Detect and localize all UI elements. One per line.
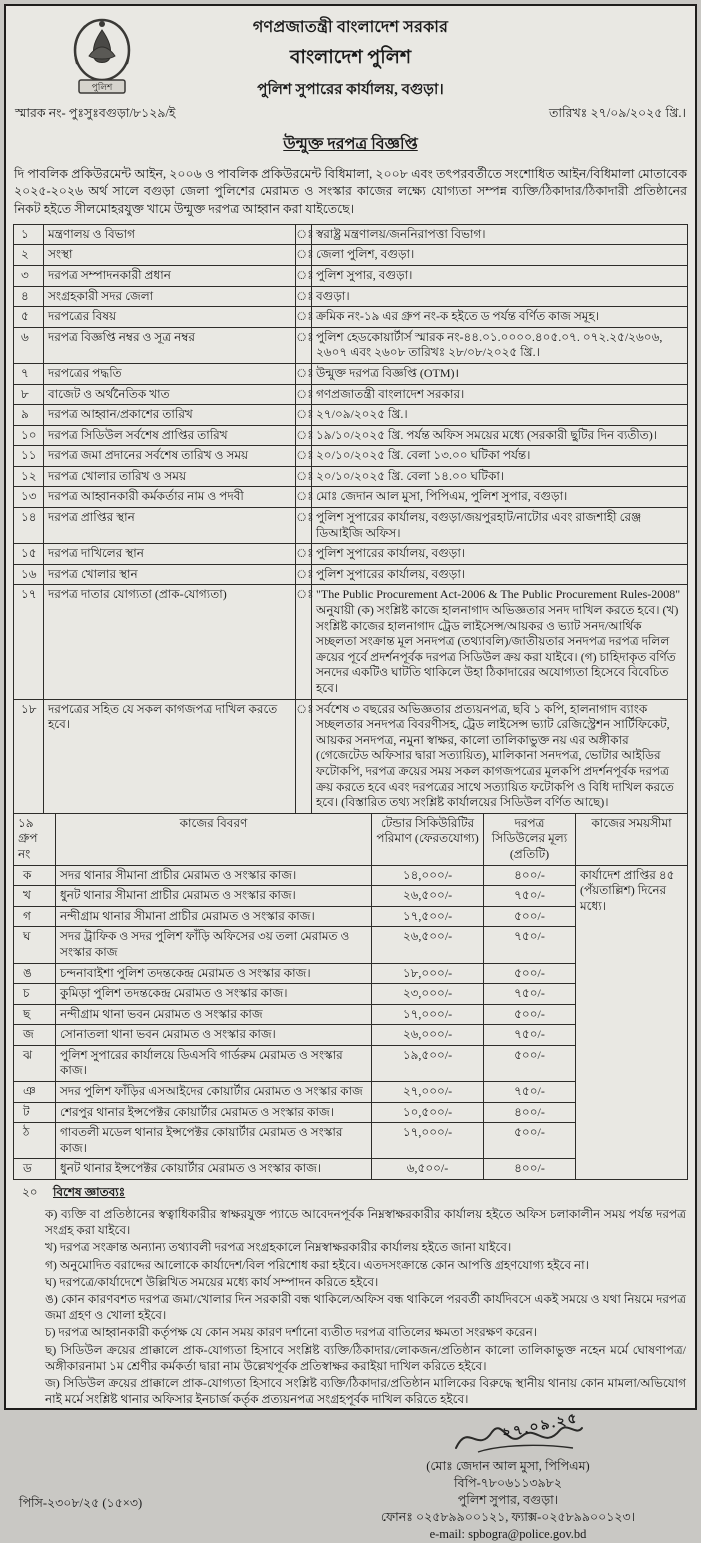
colon-separator: ঃ (296, 307, 312, 328)
intro-paragraph: দি পাবলিক প্রকিউরমেন্ট আইন, ২০০৬ ও পাবলিক প্রকিউরমেন্ট বিধিমালা, ২০০৮ এবং তৎপরবর্তীতে সংশোধিত আইন/বিধিমালা মোতাবেক ২০২৫-২০২৬ অর্থ সালে বগুড়া জেলা পুলিশের মেরামত ও সংস্কার কাজের লক্ষ্যে যোগ্যতা সম্পন্ন ব্যক্তি/ঠিকাদার/ঠিকাদারী প্রতিষ্ঠানের নিকট হইতে সীলমোহরযুক্ত খামে উন্মুক্ত দরপত্র আহ্বান করা যাইতেছে। (14, 166, 687, 218)
group-row (14, 865, 688, 886)
row-serial: ৩ (14, 265, 44, 286)
colon-separator: ঃ (296, 544, 312, 565)
row-label: দরপত্র খোলার স্থান (44, 564, 296, 585)
note-item: ঘ) দরপত্রে/কার্যাদেশে উল্লিখিত সময়ের মধ্যে কার্য সম্পাদন করিতে হইবে। (45, 1274, 686, 1290)
info-row (14, 245, 688, 266)
row-value: ১৯/১০/২০২৫ খ্রি. পর্যন্ত অফিস সময়ের মধ্যে (সরকারী ছুটির দিন ব্যতীত)। (312, 425, 688, 446)
row-value: বগুড়া। (312, 286, 688, 307)
group-header-row (14, 813, 688, 865)
work-description: সদর থানার সীমানা প্রাচীর মেরামত ও সংস্কার কাজ। (56, 865, 372, 886)
tender-security-amount: ২৬,৫০০/- (372, 886, 484, 907)
colon-separator: ঃ (296, 405, 312, 426)
row-serial: ১৮ (14, 699, 44, 813)
tender-security-amount: ২৭,০০০/- (372, 1082, 484, 1103)
row-serial: ২ (14, 245, 44, 266)
schedule-price: ৫০০/- (484, 906, 576, 927)
colon-separator: ঃ (296, 286, 312, 307)
row-value: পুলিশ হেডকোয়ার্টার্স স্মারক নং-৪৪.০১.০০০০.৪০৫.০৭. ০৭২.২৫/২৬০৬, ২৬০৭ এবং ২৬০৮ তারিখঃ ২৮/০৮/২০২৫ খ্রি.। (312, 327, 688, 363)
info-row (14, 699, 688, 813)
document-footer (13, 1414, 688, 1542)
note-item: চ) দরপত্র আহ্বানকারী কর্তৃপক্ষ যে কোন সময় কারণ দর্শানো ব্যতীত দরপত্র বাতিলের ক্ষমতা সংরক্ষণ করেন। (45, 1324, 686, 1340)
row-label: দরপত্র সিডিউল সর্বশেষ প্রাপ্তির তারিখ (44, 425, 296, 446)
schedule-price: ৭৫০/- (484, 984, 576, 1005)
info-row (14, 487, 688, 508)
row-label: দরপত্র সম্পাদনকারী প্রধান (44, 265, 296, 286)
row-serial: ১০ (14, 425, 44, 446)
group-letter: ঘ (14, 927, 56, 963)
info-row (14, 564, 688, 585)
work-description: চন্দনাবাইশা পুলিশ তদন্তকেন্দ্র মেরামত ও সংস্কার কাজ। (56, 963, 372, 984)
group-letter: ড (14, 1159, 56, 1180)
tender-security-amount: ২৩,০০০/- (372, 984, 484, 1005)
row-value: পুলিশ সুপারের কার্যালয়, বগুড়া। (312, 564, 688, 585)
group-letter: গ (14, 906, 56, 927)
col-work-deadline-header: কাজের সময়সীমা (576, 813, 688, 865)
signature-block (358, 1414, 658, 1542)
row-serial: ৪ (14, 286, 44, 307)
row-serial: ১৬ (14, 564, 44, 585)
tender-notice-document (4, 4, 697, 1410)
schedule-price: ৪০০/- (484, 1159, 576, 1180)
schedule-price: ৭৫০/- (484, 886, 576, 907)
colon-separator: ঃ (296, 508, 312, 544)
work-description: নন্দীগ্রাম থানা ভবন মেরামত ও সংস্কার কাজ (56, 1004, 372, 1025)
work-description: কুমিড়া পুলিশ তদন্তকেন্দ্র মেরামত ও সংস্কার কাজ। (56, 984, 372, 1005)
row-value: মোঃ জেদান আল মুসা, পিপিএম, পুলিশ সুপার, বগুড়া। (312, 487, 688, 508)
work-description: সদর ট্রাফিক ও সদর পুলিশ ফাঁড়ি অফিসের ৩য় তলা মেরামত ও সংস্কার কাজ (56, 927, 372, 963)
row-label: দরপত্র আহ্বানকারী কর্মকর্তার নাম ও পদবী (44, 487, 296, 508)
note-item: খ) দরপত্র সংক্রান্ত অন্যান্য তথ্যাবলী দরপত্র সংগ্রহকালে নিম্নস্বাক্ষরকারীর কার্যালয় হইতে জানা যাইবে। (45, 1239, 686, 1255)
tender-security-amount: ২৬,৫০০/- (372, 927, 484, 963)
tender-security-amount: ১৯,৫০০/- (372, 1045, 484, 1081)
note-item: জ) সিডিউল ক্রয়ের প্রাক্কালে প্রাক-যোগ্যতা হিসাবে সংশ্লিষ্ট ব্যক্তি/ঠিকাদার/প্রতিষ্ঠান মালিকের বিরুদ্ধে স্থানীয় থানায় কোন মামলা/অভিযোগ নাই মর্মে সংশ্লিষ্ট থানার অফিসার ইনচার্জ কর্তৃক প্রত্যয়নপত্র সংগ্রহপূর্বক দাখিল করিতে হইবে। (45, 1375, 686, 1407)
group-letter: খ (14, 886, 56, 907)
work-description: ধুনট থানার ইন্সপেক্টর কোয়ার্টার মেরামত ও সংস্কার কাজ। (56, 1159, 372, 1180)
work-description: সদর পুলিশ ফাঁড়ির এসআইদের কোয়ার্টার মেরামত ও সংস্কার কাজ (56, 1082, 372, 1103)
row-value: "The Public Procurement Act-2006 & The Public Procurement Rules-2008" অনুযায়ী (ক) সংশ্লিষ্ট কাজে হালনাগাদ অভিজ্ঞতার সনদ দাখিল করতে হবে। (খ) সংশ্লিষ্ট কাজের হালনাগাদ ট্রেড লাইসেন্স/আয়কর ও ভ্যাট সনদ/আর্থিক সচ্ছলতা সংক্রান্ত মূল সনদপত্র (তথ্যাবলি)/জাতীয়তার সনদপত্র দরপত্র দলিল ক্রয়ের পূর্বে প্রদর্শনপূর্বক দরপত্র সিডিউল ক্রয় করা যাইবে। (গ) চাহিদাকৃত বর্ণিত সনদের একটিও ঘাটতি থাকিলে উহা ঠিকাদারের অযোগ্যতা হিসেবে বিবেচিত হবে। (312, 585, 688, 699)
row-serial: ১৩ (14, 487, 44, 508)
group-letter: ঠ (14, 1123, 56, 1159)
group-letter: ক (14, 865, 56, 886)
colon-separator: ঃ (296, 487, 312, 508)
info-row (14, 327, 688, 363)
row-value: উন্মুক্ত দরপত্র বিজ্ঞপ্তি (OTM)। (312, 363, 688, 384)
tender-security-amount: ১০,৫০০/- (372, 1102, 484, 1123)
group-letter: ছ (14, 1004, 56, 1025)
group-letter: ট (14, 1102, 56, 1123)
notes-title: বিশেষ জ্ঞাতব্যঃ (53, 1184, 686, 1204)
col-work-description-header: কাজের বিবরণ (56, 813, 372, 865)
col-tender-security-header: টেন্ডার সিকিউরিটির পরিমাণ (ফেরতযোগ্য) (372, 813, 484, 865)
row-serial: ৯ (14, 405, 44, 426)
press-copy-note: পিসি-২৩০৮/২৫ (১৫×৩) (19, 1495, 142, 1515)
memo-number: স্মারক নং- পুঃসুঃবগুড়া/৮১২৯/ই (15, 105, 175, 125)
row-label: দরপত্র আহ্বান/প্রকাশের তারিখ (44, 405, 296, 426)
row-serial: ১৪ (14, 508, 44, 544)
row-label: বাজেট ও অর্থনৈতিক খাত (44, 384, 296, 405)
info-row (14, 508, 688, 544)
government-title: গণপ্রজাতন্ত্রী বাংলাদেশ সরকার (13, 14, 688, 41)
document-header (13, 12, 688, 103)
group-no-label: গ্রুপ নং (18, 831, 51, 862)
group-letter: ঞ (14, 1082, 56, 1103)
row-value: ক্রমিক নং-১৯ এর গ্রুপ নং-ক হইতে ড পর্যন্ত বর্ণিত কাজ সমূহ। (312, 307, 688, 328)
group-letter: চ (14, 984, 56, 1005)
row-label: দরপত্র দাতার যোগ্যতা (প্রাক-যোগ্যতা) (44, 585, 296, 699)
row-label: দরপত্র খোলার তারিখ ও সময় (44, 466, 296, 487)
work-description: ধুনট থানার সীমানা প্রাচীর মেরামত ও সংস্কার কাজ। (56, 886, 372, 907)
row-serial: ৮ (14, 384, 44, 405)
row-value: জেলা পুলিশ, বগুড়া। (312, 245, 688, 266)
section-serial: ১৯ (18, 816, 51, 832)
contact-email: e-mail: spbogra@police.gov.bd (358, 1526, 658, 1543)
schedule-price: ৫০০/- (484, 963, 576, 984)
schedule-price: ৫০০/- (484, 1004, 576, 1025)
info-row (14, 307, 688, 328)
colon-separator: ঃ (296, 699, 312, 813)
row-label: সংস্থা (44, 245, 296, 266)
schedule-price: ৭৫০/- (484, 1025, 576, 1046)
row-serial: ১৭ (14, 585, 44, 699)
row-value: স্বরাষ্ট্র মন্ত্রণালয়/জননিরাপত্তা বিভাগ। (312, 224, 688, 245)
office-title: পুলিশ সুপারের কার্যালয়, বগুড়া। (13, 78, 688, 103)
info-row (14, 585, 688, 699)
info-row (14, 363, 688, 384)
colon-separator: ঃ (296, 466, 312, 487)
row-label: দরপত্রের সহিত যে সকল কাগজপত্র দাখিল করতে হবে। (44, 699, 296, 813)
row-label: দরপত্রের বিষয় (44, 307, 296, 328)
group-letter: ঝ (14, 1045, 56, 1081)
work-description: পুলিশ সুপারের কার্যালয়ে ডিএসবি গার্ডরুম মেরামত ও সংস্কার কাজ। (56, 1045, 372, 1081)
col-schedule-price-header: দরপত্র সিডিউলের মূল্য (প্রতিটি) (484, 813, 576, 865)
notice-title: উন্মুক্ত দরপত্র বিজ্ঞপ্তি (13, 131, 688, 158)
schedule-price: ৫০০/- (484, 1045, 576, 1081)
info-row (14, 286, 688, 307)
row-serial: ১১ (14, 446, 44, 467)
row-value: গণপ্রজাতন্ত্রী বাংলাদেশ সরকার। (312, 384, 688, 405)
row-label: দরপত্র বিজ্ঞপ্তি নম্বর ও সূত্র নম্বর (44, 327, 296, 363)
colon-separator: ঃ (296, 446, 312, 467)
row-serial: ৭ (14, 363, 44, 384)
work-description: শেরপুর থানার ইন্সপেক্টর কোয়ার্টার মেরামত ও সংস্কার কাজ। (56, 1102, 372, 1123)
note-item: ঙ) কোন কারণবশত দরপত্র জমা/খোলার দিন সরকারী বন্ধ থাকিলে/অফিস বন্ধ থাকিলে পরবর্তী কার্যদিবসে একই সময়ে ও যথা নিয়মে দরপত্র জমা গ্রহণ ও খোলা হইবে। (45, 1291, 686, 1323)
row-value: ২০/১০/২০২৫ খ্রি. বেলা ১৩.০০ ঘটিকা পর্যন্ত। (312, 446, 688, 467)
colon-separator: ঃ (296, 245, 312, 266)
note-item: ছ) সিডিউল ক্রয়ের প্রাক্কালে প্রাক-যোগ্যতা হিসাবে সংশ্লিষ্ট ব্যক্তি/ঠিকাদার/লোকজন/প্রতিষ্ঠান কালো তালিকাভুক্ত নহেন মর্মে ঘোষণাপত্র/অঙ্গীকারনামা ১ম শ্রেণীর কর্মকর্তা দ্বারা নাম উল্লেখপূর্বক প্রতিস্বাক্ষর করাইয়া দাখিল করিতে হইবে। (45, 1342, 686, 1374)
row-value: পুলিশ সুপারের কার্যালয়, বগুড়া/জয়পুরহাট/নাটোর এবং রাজশাহী রেঞ্জ ডিআইজি অফিস। (312, 508, 688, 544)
row-serial: ১৫ (14, 544, 44, 565)
row-serial: ৫ (14, 307, 44, 328)
row-serial: ১ (14, 224, 44, 245)
colon-separator: ঃ (296, 224, 312, 245)
tender-security-amount: ১৪,০০০/- (372, 865, 484, 886)
work-description: গাবতলী মডেল থানার ইন্সপেক্টর কোয়ার্টার মেরামত ও সংস্কার কাজ। (56, 1123, 372, 1159)
tender-security-amount: ১৮,০০০/- (372, 963, 484, 984)
schedule-price: ৪০০/- (484, 865, 576, 886)
row-serial: ৬ (14, 327, 44, 363)
notice-date: তারিখঃ ২৭/০৯/২০২৫ খ্রি.। (549, 105, 686, 125)
bangladesh-police-emblem-icon (65, 14, 139, 100)
schedule-price: ৫০০/- (484, 1123, 576, 1159)
organization-title: বাংলাদেশ পুলিশ (13, 43, 688, 75)
row-label: দরপত্রের পদ্ধতি (44, 363, 296, 384)
group-letter: ঙ (14, 963, 56, 984)
row-value: ২০/১০/২০২৫ খ্রি. বেলা ১৪.০০ ঘটিকা। (312, 466, 688, 487)
note-item: গ) অনুমোদিত বরাদ্দের আলোকে কার্যাদেশ/বিল পরিশোধ করা হইবে। এতদসংক্রান্তে কোন আপত্তি গ্রহণযোগ্য হইবে না। (45, 1257, 686, 1273)
tender-security-amount: ১৭,৫০০/- (372, 906, 484, 927)
group-letter: জ (14, 1025, 56, 1046)
info-row (14, 405, 688, 426)
colon-separator: ঃ (296, 384, 312, 405)
info-row (14, 466, 688, 487)
row-serial: ১২ (14, 466, 44, 487)
work-description: সোনাতলা থানা ভবন মেরামত ও সংস্কার কাজ। (56, 1025, 372, 1046)
tender-security-amount: ২৬,০০০/- (372, 1025, 484, 1046)
work-groups-table (13, 813, 688, 1180)
colon-separator: ঃ (296, 363, 312, 384)
row-value: পুলিশ সুপারের কার্যালয়, বগুড়া। (312, 544, 688, 565)
row-label: দরপত্র দাখিলের স্থান (44, 544, 296, 565)
info-row (14, 384, 688, 405)
work-deadline: কার্যাদেশ প্রাপ্তির ৪৫ (পঁয়তাল্লিশ) দিনের মধ্যে। (576, 865, 688, 1180)
special-notes-section (13, 1180, 688, 1410)
row-label: দরপত্র প্রাপ্তির স্থান (44, 508, 296, 544)
notes-serial: ২০ (15, 1184, 45, 1408)
memo-line (13, 105, 688, 125)
colon-separator: ঃ (296, 265, 312, 286)
schedule-price: ৭৫০/- (484, 927, 576, 963)
schedule-price: ৪০০/- (484, 1102, 576, 1123)
info-row (14, 224, 688, 245)
info-row (14, 265, 688, 286)
tender-security-amount: ১৭,০০০/- (372, 1123, 484, 1159)
colon-separator: ঃ (296, 425, 312, 446)
note-item: ক) ব্যক্তি বা প্রতিষ্ঠানের স্বত্বাধিকারীর স্বাক্ষরযুক্ত প্যাডে আবেদনপূর্বক নিম্নস্বাক্ষরকারীর কার্যালয় হইতে অফিস চলাকালীন সময় পর্যন্ত দরপত্র সংগ্রহ করা যাইবে। (45, 1206, 686, 1238)
colon-separator: ঃ (296, 585, 312, 699)
signature-date: ২৭.০৯.২৫ (501, 1410, 581, 1445)
row-value: সর্বশেষ ৩ বছরের অভিজ্ঞতার প্রত্যয়নপত্র, ছবি ১ কপি, হালনাগাদ ব্যাংক সচ্ছলতার সনদপত্র বিবরণীসহ, ট্রেড লাইসেন্স ভ্যাট রেজিস্ট্রেশন সার্টিফিকেট, আয়কর সনদপত্র, নমুনা স্বাক্ষর, কালো তালিকাভুক্ত নয় এর অঙ্গীকার (গেজেটেড অফিসার দ্বারা সত্যায়িত), মালিকানা সনদপত্র, ভোটার আইডির ফটোকপি, দরপত্র ক্রয়ের সময় সকল কাগজপত্রের মূলকপি প্রদর্শনপূর্বক দরপত্র ক্রয় করতে হবে এবং দরপত্রের সাথে সত্যায়িত ফটোকপি ও বিধি দাখিল করতে হবে। (বিস্তারিত তথ্য সংশ্লিষ্ট কার্যালয়ের সিডিউল বর্ণিত আছে)। (312, 699, 688, 813)
signatory-bp-number: বিপি-৭৮০৬১১৩৯৮২ (358, 1475, 658, 1492)
info-row (14, 425, 688, 446)
signatory-name: (মোঃ জেদান আল মুসা, পিপিএম) (358, 1458, 658, 1475)
info-row (14, 446, 688, 467)
colon-separator: ঃ (296, 564, 312, 585)
row-label: মন্ত্রণালয় ও বিভাগ (44, 224, 296, 245)
signatory-designation: পুলিশ সুপার, বগুড়া। (358, 1492, 658, 1509)
tender-security-amount: ১৭,০০০/- (372, 1004, 484, 1025)
tender-security-amount: ৬,৫০০/- (372, 1159, 484, 1180)
group-no-header (14, 813, 56, 865)
info-row (14, 544, 688, 565)
work-description: নন্দীগ্রাম থানার সীমানা প্রাচীর মেরামত ও সংস্কার কাজ। (56, 906, 372, 927)
colon-separator: ঃ (296, 327, 312, 363)
tender-info-table (13, 224, 688, 814)
row-value: ২৭/০৯/২০২৫ খ্রি.। (312, 405, 688, 426)
row-label: সংগ্রহকারী সদর জেলা (44, 286, 296, 307)
schedule-price: ৭৫০/- (484, 1082, 576, 1103)
row-value: পুলিশ সুপার, বগুড়া। (312, 265, 688, 286)
contact-phone: ফোনঃ ০২৫৮৯৯০০১২১, ফ্যাক্স-০২৫৮৯৯০০১২৩। (358, 1509, 658, 1526)
row-label: দরপত্র জমা প্রদানের সর্বশেষ তারিখ ও সময় (44, 446, 296, 467)
emblem-banner-text: পুলিশ (92, 82, 113, 93)
